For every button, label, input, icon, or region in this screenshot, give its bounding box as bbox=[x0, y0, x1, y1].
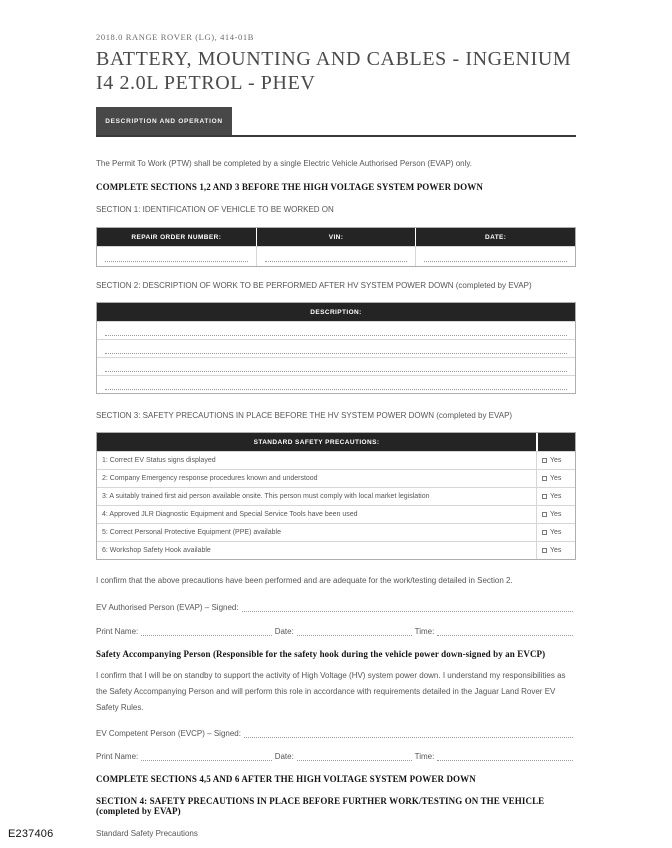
print-name-fill-line bbox=[141, 627, 271, 636]
section-3-heading: SECTION 3: SAFETY PRECAUTIONS IN PLACE BEFORE THE HV SYSTEM POWER DOWN (completed by EVAP) bbox=[96, 411, 513, 420]
signature-fill-line bbox=[244, 729, 573, 738]
print-name-label: Print Name: bbox=[96, 627, 139, 636]
description-blank-row bbox=[97, 357, 575, 375]
figure-reference-code: E237406 bbox=[8, 828, 54, 840]
blank-fill-line bbox=[105, 380, 567, 390]
precaution-row bbox=[97, 505, 575, 523]
tab-bar bbox=[96, 109, 576, 137]
precaution-label: 3: A suitably trained first aid person available onsite. This person must comply with local market legislation bbox=[97, 488, 537, 505]
tab-description-and-operation[interactable]: DESCRIPTION AND OPERATION bbox=[96, 107, 232, 135]
blank-fill-line bbox=[105, 252, 248, 262]
checkbox-icon bbox=[542, 458, 547, 463]
checkbox-icon bbox=[542, 530, 547, 535]
date-field bbox=[416, 247, 575, 266]
complete-sections-456-heading: COMPLETE SECTIONS 4,5 AND 6 AFTER THE HIGH VOLTAGE SYSTEM POWER DOWN bbox=[96, 774, 476, 784]
checkbox-icon bbox=[542, 476, 547, 481]
complete-sections-123-heading: COMPLETE SECTIONS 1,2 AND 3 BEFORE THE HIGH VOLTAGE SYSTEM POWER DOWN bbox=[96, 182, 483, 192]
blank-fill-line bbox=[424, 252, 567, 262]
precaution-row bbox=[97, 523, 575, 541]
precaution-label: 1: Correct EV Status signs displayed bbox=[97, 452, 537, 469]
signature-fill-line bbox=[242, 603, 573, 612]
yes-cell bbox=[537, 470, 575, 487]
yes-cell bbox=[537, 542, 575, 559]
precaution-row bbox=[97, 487, 575, 505]
section-2-heading: SECTION 2: DESCRIPTION OF WORK TO BE PERFORMED AFTER HV SYSTEM POWER DOWN (completed by EVAP) bbox=[96, 281, 532, 290]
precaution-label: 4: Approved JLR Diagnostic Equipment and Special Service Tools have been used bbox=[97, 506, 537, 523]
print-name-label: Print Name: bbox=[96, 752, 139, 761]
vehicle-table-header-row bbox=[97, 228, 575, 246]
vin-header: VIN: bbox=[257, 228, 417, 246]
description-header: DESCRIPTION: bbox=[310, 308, 362, 316]
precaution-row bbox=[97, 469, 575, 487]
evap-confirmation-text: I confirm that the above precautions have been performed and are adequate for the work/testing detailed in Section 2. bbox=[96, 576, 513, 585]
precaution-label: 2: Company Emergency response procedures known and understood bbox=[97, 470, 537, 487]
yes-cell bbox=[537, 524, 575, 541]
yes-cell bbox=[537, 488, 575, 505]
evcp-standby-text: I confirm that I will be on standby to support the activity of High Voltage (HV) system power down. I understand my responsibilities as the Safety Accompanying Person and will perform this role in accordance with requirements detailed in the Jaguar Land Rover EV Safety Rules. bbox=[96, 671, 566, 712]
print-name-fill-line bbox=[141, 752, 271, 761]
vehicle-table-entry-row bbox=[97, 246, 575, 266]
section-1-heading: SECTION 1: IDENTIFICATION OF VEHICLE TO BE WORKED ON bbox=[96, 205, 334, 214]
blank-fill-line bbox=[265, 252, 408, 262]
standard-safety-precautions-header: STANDARD SAFETY PRECAUTIONS: bbox=[97, 433, 537, 451]
blank-fill-line bbox=[105, 362, 567, 372]
time-fill-line bbox=[437, 752, 573, 761]
evcp-signed-label: EV Competent Person (EVCP) – Signed: bbox=[96, 729, 241, 738]
blank-fill-line bbox=[105, 326, 567, 336]
repair-order-number-field bbox=[97, 247, 257, 266]
checkbox-icon bbox=[542, 494, 547, 499]
description-field bbox=[97, 322, 575, 339]
blank-fill-line bbox=[105, 344, 567, 354]
repair-order-number-header: REPAIR ORDER NUMBER: bbox=[97, 228, 257, 246]
safety-accompanying-person-heading: Safety Accompanying Person (Responsible for the safety hook during the vehicle power down-signed by an EVCP) bbox=[96, 649, 546, 659]
date-header: DATE: bbox=[484, 233, 507, 241]
precaution-label: 5: Correct Personal Protective Equipment (PPE) available bbox=[97, 524, 537, 541]
time-fill-line bbox=[437, 627, 573, 636]
description-field bbox=[97, 376, 575, 393]
evap-print-name-row bbox=[96, 624, 576, 636]
page-title: BATTERY, MOUNTING AND CABLES - INGENIUM I4 2.0L PETROL - PHEV bbox=[96, 48, 572, 94]
permit-note: The Permit To Work (PTW) shall be completed by a single Electric Vehicle Authorised Person (EVAP) only. bbox=[96, 159, 473, 168]
yes-cell bbox=[537, 506, 575, 523]
date-label: Date: bbox=[274, 752, 294, 761]
standard-safety-precautions-note: Standard Safety Precautions bbox=[96, 829, 198, 838]
yes-cell bbox=[537, 452, 575, 469]
checkbox-icon bbox=[542, 548, 547, 553]
yes-label: Yes bbox=[550, 529, 562, 536]
checkbox-icon bbox=[542, 512, 547, 517]
date-fill-line bbox=[297, 752, 412, 761]
precaution-row bbox=[97, 451, 575, 469]
description-field bbox=[97, 358, 575, 375]
yes-label: Yes bbox=[550, 457, 562, 464]
yes-label: Yes bbox=[550, 511, 562, 518]
yes-label: Yes bbox=[550, 493, 562, 500]
time-label: Time: bbox=[414, 752, 435, 761]
time-label: Time: bbox=[414, 627, 435, 636]
precaution-row bbox=[97, 541, 575, 559]
evap-signed-row bbox=[96, 600, 576, 612]
description-blank-row bbox=[97, 321, 575, 339]
manual-page bbox=[96, 32, 576, 838]
description-field bbox=[97, 340, 575, 357]
precautions-table bbox=[96, 432, 576, 560]
yes-label: Yes bbox=[550, 547, 562, 554]
breadcrumb: 2018.0 RANGE ROVER (LG), 414-01B bbox=[96, 32, 255, 42]
evap-signed-label: EV Authorised Person (EVAP) – Signed: bbox=[96, 603, 239, 612]
evcp-print-name-row bbox=[96, 749, 576, 761]
description-table-header-row bbox=[97, 303, 575, 321]
date-fill-line bbox=[297, 627, 412, 636]
description-table bbox=[96, 302, 576, 394]
vehicle-identification-table bbox=[96, 227, 576, 267]
description-blank-row bbox=[97, 339, 575, 357]
precautions-table-header-row bbox=[97, 433, 575, 451]
date-label: Date: bbox=[274, 627, 294, 636]
yes-label: Yes bbox=[550, 475, 562, 482]
description-blank-row bbox=[97, 375, 575, 393]
precaution-label: 6: Workshop Safety Hook available bbox=[97, 542, 537, 559]
evcp-signed-row bbox=[96, 726, 576, 738]
vin-field bbox=[257, 247, 417, 266]
section-4-heading: SECTION 4: SAFETY PRECAUTIONS IN PLACE BEFORE FURTHER WORK/TESTING ON THE VEHICLE (completed by EVAP) bbox=[96, 796, 545, 816]
yes-column-header bbox=[537, 433, 575, 451]
